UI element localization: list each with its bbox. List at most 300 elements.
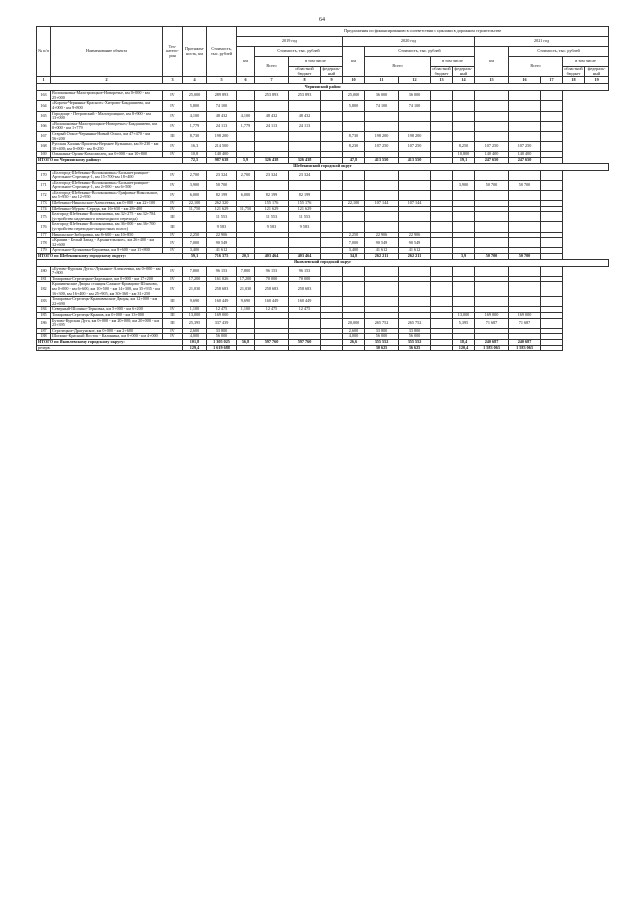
financing-cell: 265 752 (365, 318, 399, 328)
financing-cell: 253 893 (289, 91, 321, 101)
reserve-financing-cell (237, 345, 255, 351)
financing-cell: 121 629 (255, 206, 289, 212)
financing-cell (453, 111, 475, 121)
object-name: Шебекино-Муром -Середа, км 16+650 - км 28+400 (51, 206, 163, 212)
object-name: «Короча-Чернянка-Красное»-Хитрово-Бакдашиево, км 4+000 - км 9+800 (51, 101, 163, 111)
financing-cell (431, 190, 453, 200)
financing-cell (509, 222, 541, 232)
financing-cell (541, 318, 563, 328)
financing-cell (475, 266, 509, 276)
financing-cell (509, 121, 541, 131)
object-name: Русская Халань-Прилепы-Верхнее Кузькино, км 8+230 - км 10+400; км 0+000 - км 8+250 (51, 142, 163, 152)
financing-cell: 169 000 (475, 312, 509, 318)
financing-cell: 56 000 (365, 334, 399, 340)
financing-cell: 198 200 (365, 131, 399, 141)
financing-cell (365, 222, 399, 232)
financing-cell (475, 297, 509, 307)
financing-cell (453, 101, 475, 111)
row-number: 183 (37, 297, 51, 307)
cost: 41 612 (207, 248, 237, 254)
financing-cell: 107 250 (365, 142, 399, 152)
total-financing-cell: 26,6 (343, 339, 365, 345)
row-number: 186 (37, 318, 51, 328)
table-body (37, 84, 609, 351)
financing-cell: 74 100 (365, 101, 399, 111)
financing-cell (431, 238, 453, 248)
column-number: 10 (343, 77, 365, 84)
financing-cell (343, 297, 365, 307)
financing-cell (475, 170, 509, 180)
category: IV (163, 121, 183, 131)
financing-cell (321, 297, 343, 307)
object-name: Шебекино-Никольское-Ал​ексеевка, км 0+000 - км 22+100 (51, 201, 163, 207)
category: IV (163, 111, 183, 121)
financing-cell (475, 101, 509, 111)
financing-cell (431, 266, 453, 276)
total-length: 72,5 (183, 157, 207, 163)
category: IV (163, 180, 183, 190)
table-row (37, 121, 609, 131)
column-number: 9 (321, 77, 343, 84)
category: IV (163, 248, 183, 254)
km-2021: км (475, 47, 509, 77)
reserve-financing-cell: 1 583 063 (475, 345, 509, 351)
row-number: 165 (37, 111, 51, 121)
column-number: 19 (585, 77, 609, 84)
object-name: Томаровка-Стрелецкое-Задельное, км 0+000 - км 17+200 (51, 276, 163, 282)
length-km: 13,000 (183, 312, 207, 318)
financing-table (36, 26, 609, 351)
category: IV (163, 276, 183, 282)
cost-2021: Стоимость, тыс. рублей (509, 47, 609, 57)
financing-cell: 2,250 (343, 232, 365, 238)
financing-cell: 23 324 (255, 170, 289, 180)
length-km: 22,100 (183, 201, 207, 207)
financing-cell: 3,400 (343, 248, 365, 254)
financing-cell (453, 170, 475, 180)
category: III (163, 312, 183, 318)
total-label: ИТОГО по Шебекинскому городскому округу: (37, 254, 183, 260)
financing-cell (431, 101, 453, 111)
financing-cell: 5,800 (343, 101, 365, 111)
reserve-length: 129,4 (183, 345, 207, 351)
total-financing-cell: 597 760 (255, 339, 289, 345)
financing-cell (399, 170, 431, 180)
financing-cell (237, 318, 255, 328)
total-financing-cell: 247 650 (475, 157, 509, 163)
table-row (37, 111, 609, 121)
cost: 121 629 (207, 206, 237, 212)
reserve-financing-cell: 36 625 (399, 345, 431, 351)
row-number: 180 (37, 266, 51, 276)
financing-cell: 22 906 (399, 232, 431, 238)
financing-cell (399, 190, 431, 200)
total-2019: Всего (255, 57, 289, 77)
financing-cell (321, 101, 343, 111)
financing-cell (541, 297, 563, 307)
cost: 169 000 (207, 312, 237, 318)
financing-cell (399, 121, 431, 131)
column-number: 7 (255, 77, 289, 84)
financing-cell: 198 200 (399, 131, 431, 141)
financing-cell (399, 212, 431, 222)
year-2020: 2020 год (343, 37, 475, 47)
financing-cell: 48 432 (289, 111, 321, 121)
financing-cell: 70 000 (255, 276, 289, 282)
row-number: 170 (37, 170, 51, 180)
financing-cell (321, 170, 343, 180)
length-km: 7,000 (183, 238, 207, 248)
financing-cell (541, 180, 563, 190)
financing-cell (431, 180, 453, 190)
cost: 198 200 (207, 131, 237, 141)
financing-cell (255, 131, 289, 141)
financing-cell: 9 583 (255, 222, 289, 232)
financing-cell: 107 250 (509, 142, 541, 152)
financing-cell (343, 190, 365, 200)
row-number: 174 (37, 206, 51, 212)
object-name: Томаровка-Стрелецк-Крапив, км 0+000 - км 13+000 (51, 312, 163, 318)
financing-cell (289, 142, 321, 152)
object-name: «Крапив - Белый Запад - Архангельское», км 26+400 - км 32+600 (51, 238, 163, 248)
length-km: 5,800 (183, 101, 207, 111)
financing-cell (321, 180, 343, 190)
financing-cell: 24 113 (255, 121, 289, 131)
regional-2020: областной бюджет (432, 66, 451, 76)
financing-cell: 56 000 (399, 334, 431, 340)
row-number: 164 (37, 101, 51, 111)
financing-cell: 107 250 (475, 142, 509, 152)
financing-cell: 82 199 (255, 190, 289, 200)
financing-cell: 48 432 (255, 111, 289, 121)
table-row (37, 266, 609, 276)
financing-cell (509, 131, 541, 141)
financing-cell: 22,100 (343, 201, 365, 207)
incl-2020: в том числе (431, 57, 475, 67)
financing-cell: 107 250 (399, 142, 431, 152)
column-number: 16 (509, 77, 541, 84)
financing-cell: 12 475 (255, 307, 289, 313)
financing-cell (541, 222, 563, 232)
financing-cell (321, 111, 343, 121)
financing-cell (509, 101, 541, 111)
financing-cell (321, 238, 343, 248)
length-km: 16,3 (183, 142, 207, 152)
cost: 23 324 (207, 170, 237, 180)
table-header (37, 27, 609, 84)
document-page (36, 14, 608, 351)
financing-cell (255, 238, 289, 248)
financing-cell (475, 131, 509, 141)
financing-cell (289, 238, 321, 248)
cost: 289 893 (207, 91, 237, 101)
table-row (37, 101, 609, 111)
category: III (163, 318, 183, 328)
financing-cell (431, 222, 453, 232)
financing-cell (541, 121, 563, 131)
financing-cell (453, 266, 475, 276)
financing-cell: 258 683 (289, 282, 321, 297)
reserve-financing-cell (321, 345, 343, 351)
category: IV (163, 307, 183, 313)
object-name: Старый Оскол-Чернянка-Новый Оскол, км 47+470 - км 56+200 (51, 131, 163, 141)
financing-cell (431, 212, 453, 222)
row-number: 173 (37, 201, 51, 207)
object-name: «Белгород-Шебекино-Волоконовка»-Большетроицкое-Артельное-Стрелица-1, км 2+000 - км 6+500 (51, 180, 163, 190)
row-number: 181 (37, 276, 51, 282)
financing-cell: 12 475 (289, 307, 321, 313)
object-name: «Белгород-Шебекино-Волоконовка»-Графовка-Никольское, км 5+950 - км 12+950 (51, 190, 163, 200)
cost: 56 000 (207, 334, 237, 340)
financing-cell (321, 190, 343, 200)
financing-cell: 6,000 (237, 190, 255, 200)
financing-cell: 41 612 (365, 248, 399, 254)
total-financing-cell: 247 650 (509, 157, 541, 163)
incl-2019: в том числе (289, 57, 343, 67)
financing-cell: 50 700 (475, 180, 509, 190)
row-number: 169 (37, 152, 51, 158)
financing-cell (453, 282, 475, 297)
category: IV (163, 152, 183, 158)
financing-cell: 2,600 (343, 328, 365, 334)
financing-cell (431, 131, 453, 141)
table-row (37, 131, 609, 141)
total-length: 59,1 (183, 254, 207, 260)
total-financing-cell: 50 700 (509, 254, 541, 260)
financing-cell: 23 324 (289, 170, 321, 180)
column-number: 6 (237, 77, 255, 84)
financing-cell: 155 176 (289, 201, 321, 207)
financing-cell: 9,690 (237, 297, 255, 307)
cost: 140 400 (207, 152, 237, 158)
object-name: «Белгород-Шебекино-Волоконовка»-Большетроицкое-Артельное-Стрелица-1, км 15+700-км 18+400 (51, 170, 163, 180)
financing-cell: 21,030 (237, 282, 255, 297)
length-km: 1,779 (183, 121, 207, 131)
length-km (183, 222, 207, 232)
cost: 50 700 (207, 180, 237, 190)
financing-cell: 169 000 (509, 312, 541, 318)
total-financing-cell: 262 211 (399, 254, 431, 260)
federal-2021: федераль- ный (585, 67, 609, 77)
total-financing-cell: 3,9 (453, 254, 475, 260)
financing-cell (509, 190, 541, 200)
table-row (37, 212, 609, 222)
financing-cell (365, 180, 399, 190)
financing-cell (237, 131, 255, 141)
financing-cell (453, 121, 475, 131)
financing-cell: 4,000 (343, 334, 365, 340)
length-km: 21,030 (183, 282, 207, 297)
table-row (37, 170, 609, 180)
length-km: 7,800 (183, 266, 207, 276)
row-number: 166 (37, 121, 51, 131)
financing-cell (255, 101, 289, 111)
total-2020: Всего (365, 57, 431, 77)
financing-cell: 121 629 (289, 206, 321, 212)
financing-cell: 36 000 (365, 91, 399, 101)
object-name: Крапивенские Дворы станция Сажное-Кривцово-Шляхово, км 0+000 - км 6+600, км 10+500 - км 14+300, км 35+935 - км 16+300, км 16+400 - км 25+905, км 30+360 - км 31+250 (51, 282, 163, 297)
section-title: Чернянский район (37, 84, 609, 91)
financing-cell: 20,000 (343, 318, 365, 328)
total-2021: Всего (509, 57, 563, 77)
row-number: 171 (37, 180, 51, 190)
length-km: 3,900 (183, 180, 207, 190)
row-number: 177 (37, 232, 51, 238)
financing-cell: 9 583 (289, 222, 321, 232)
length-km: 2,600 (183, 328, 207, 334)
category: IV (163, 328, 183, 334)
total-financing-cell: 240 687 (475, 339, 509, 345)
section-title: Яковлевский городской округ (37, 259, 609, 266)
column-number: 18 (563, 77, 585, 84)
financing-cell (431, 121, 453, 131)
financing-cell (475, 212, 509, 222)
financing-cell (237, 142, 255, 152)
length-km (183, 212, 207, 222)
total-financing-cell: 20,5 (237, 254, 255, 260)
financing-cell (289, 180, 321, 190)
total-financing-cell: 50 700 (475, 254, 509, 260)
financing-cell: 25,000 (343, 91, 365, 101)
column-number-row (37, 77, 609, 84)
financing-cell (365, 111, 399, 121)
section-row (37, 259, 609, 266)
category: IV (163, 232, 183, 238)
financing-cell (255, 318, 289, 328)
category: III (163, 297, 183, 307)
financing-cell: 11,750 (237, 206, 255, 212)
total-financing-cell: 19,1 (453, 157, 475, 163)
financing-cell: 155 176 (255, 201, 289, 207)
category: IV (163, 238, 183, 248)
column-number: 13 (431, 77, 453, 84)
total-financing-cell: 5,9 (237, 157, 255, 163)
financing-cell (237, 91, 255, 101)
financing-cell (453, 190, 475, 200)
km-2019: км (237, 47, 255, 77)
financing-cell (453, 222, 475, 232)
financing-cell: 90 549 (365, 238, 399, 248)
financing-cell (321, 222, 343, 232)
year-2019: 2019 год (237, 37, 343, 47)
financing-cell (509, 91, 541, 101)
total-financing-cell: 326 438 (289, 157, 321, 163)
column-number: 2 (51, 77, 163, 84)
total-financing-cell: 240 687 (509, 339, 541, 345)
reserve-financing-cell (289, 345, 321, 351)
category: IV (163, 91, 183, 101)
reserve-financing-cell (431, 345, 453, 351)
cost-2019: Стоимость, тыс. рублей (255, 47, 343, 57)
length-km: 10,8 (183, 152, 207, 158)
cost-2020: Стоимость, тыс. рублей (365, 47, 475, 57)
total-financing-cell: 47,8 (343, 157, 365, 163)
financing-cell (365, 297, 399, 307)
cost: 9 583 (207, 222, 237, 232)
financing-cell (343, 266, 365, 276)
total-financing-cell: 262 211 (365, 254, 399, 260)
category: IV (163, 282, 183, 297)
cost: 160 449 (207, 297, 237, 307)
financing-cell (453, 238, 475, 248)
row-number: 187 (37, 328, 51, 334)
object-name: Городище - Петровский - Малотроицкое, км 8+900 - км 13+000 (51, 111, 163, 121)
cost: 90 549 (207, 238, 237, 248)
total-label: ИТОГО по Чернянскому району: (37, 157, 183, 163)
total-financing-cell: 56,8 (237, 339, 255, 345)
financing-cell (343, 212, 365, 222)
table-row (37, 91, 609, 101)
financing-cell (343, 282, 365, 297)
total-financing-cell: 403 464 (289, 254, 321, 260)
table-row (37, 238, 609, 248)
row-number: 176 (37, 222, 51, 232)
financing-cell (541, 212, 563, 222)
financing-cell (237, 212, 255, 222)
incl-2021: в том числе (563, 57, 609, 67)
object-name: Ольшанка-Орлик-Комсомолец, км 0+000 - км 10+800 (51, 152, 163, 158)
category: IV (163, 334, 183, 340)
object-name: Стрелецкое-Драгунское, км 0+000 - км 2+600 (51, 328, 163, 334)
financing-cell (255, 180, 289, 190)
financing-cell (321, 142, 343, 152)
financing-cell: 1,100 (237, 307, 255, 313)
total-financing-cell: 597 760 (289, 339, 321, 345)
financing-cell: 10,800 (453, 152, 475, 158)
financing-cell (475, 91, 509, 101)
financing-cell (399, 111, 431, 121)
column-number: 15 (475, 77, 509, 84)
financing-cell: 41 612 (399, 248, 431, 254)
total-cost: 1 305 025 (207, 339, 237, 345)
total-financing-cell: 18,4 (453, 339, 475, 345)
column-number: 1 (37, 77, 51, 84)
financing-cell (343, 111, 365, 121)
column-number: 5 (207, 77, 237, 84)
total-financing-cell: 413 550 (399, 157, 431, 163)
column-number: 17 (541, 77, 563, 84)
financing-cell (509, 238, 541, 248)
total-financing-cell: 403 464 (255, 254, 289, 260)
financing-cell (453, 297, 475, 307)
row-number: 163 (37, 91, 51, 101)
financing-cell (289, 131, 321, 141)
table-row (37, 297, 609, 307)
financing-cell (365, 170, 399, 180)
row-number: 184 (37, 307, 51, 313)
cost: 24 113 (207, 121, 237, 131)
length-km: 2,250 (183, 232, 207, 238)
year-2021: 2021 год (475, 37, 609, 47)
length-km: 25,000 (183, 91, 207, 101)
cost: 262 320 (207, 201, 237, 207)
financing-cell (365, 121, 399, 131)
object-name: Северный-Шопино-Терновка, км 5+000 - км 6+200 (51, 307, 163, 313)
row-number: 178 (37, 238, 51, 248)
km-2020: км (343, 47, 365, 77)
col-category: Тех- катего- рия (163, 27, 183, 77)
financing-cell: 107 144 (399, 201, 431, 207)
financing-cell (431, 91, 453, 101)
financing-cell (541, 266, 563, 276)
total-financing-cell: 34,8 (343, 254, 365, 260)
financing-cell: 3,900 (453, 180, 475, 190)
column-number: 11 (365, 77, 399, 84)
total-financing-cell: 413 550 (365, 157, 399, 163)
financing-cell: 71 687 (475, 318, 509, 328)
category: IV (163, 142, 183, 152)
length-km: 17,200 (183, 276, 207, 282)
